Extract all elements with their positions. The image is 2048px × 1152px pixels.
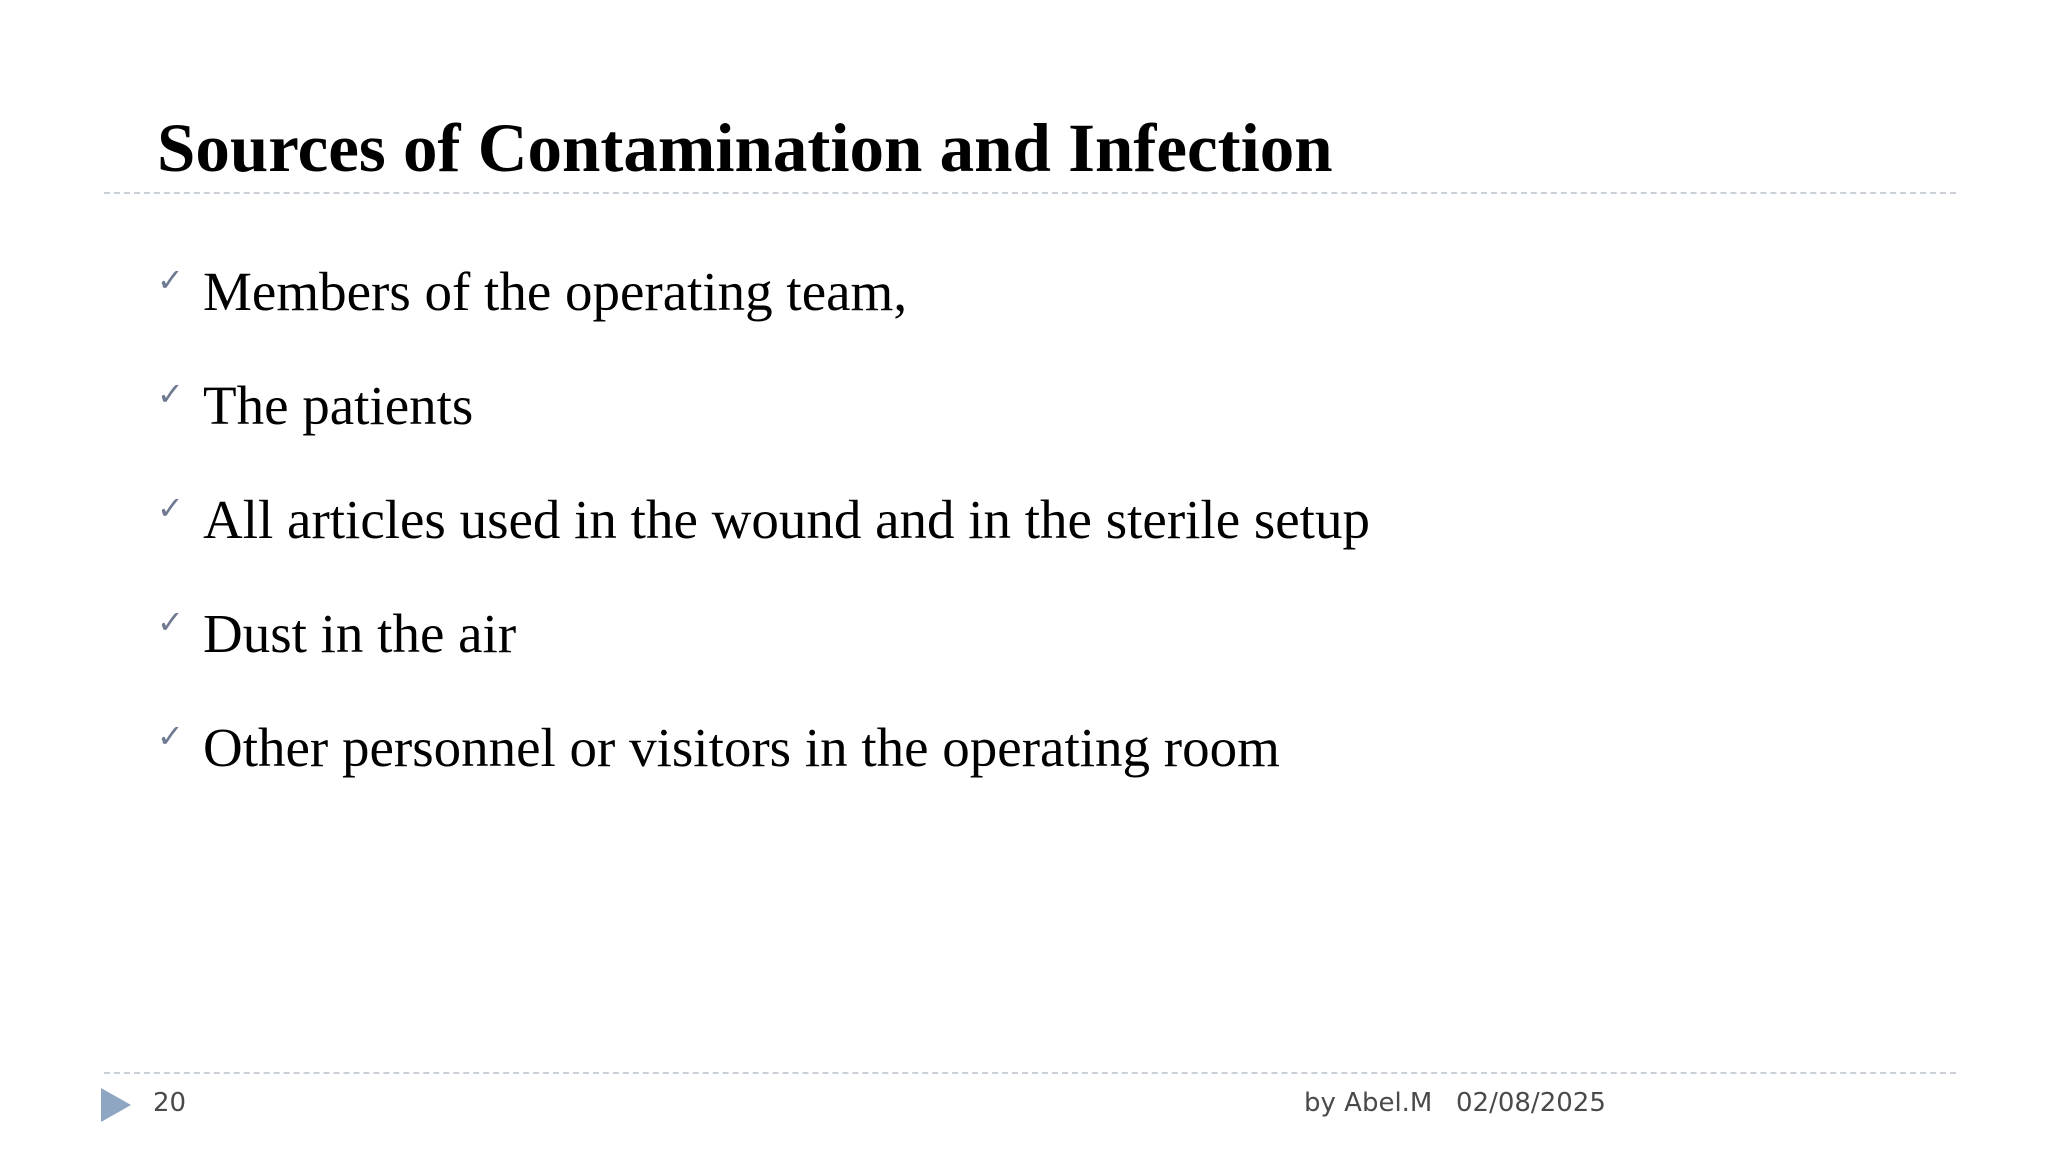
play-triangle-icon [101, 1088, 131, 1122]
slide-title: Sources of Contamination and Infection [157, 110, 1333, 186]
list-item [157, 480, 1370, 594]
check-mark-icon: ✓ [157, 603, 184, 641]
footer-divider [104, 1072, 1956, 1074]
footer-date: 02/08/2025 [1456, 1088, 1606, 1118]
check-mark-icon: ✓ [157, 717, 184, 755]
footer-author: by Abel.M [1304, 1088, 1433, 1118]
check-mark-icon: ✓ [157, 489, 184, 527]
list-item [157, 708, 1370, 822]
bullet-text: Other personnel or visitors in the operating room [203, 717, 1280, 778]
page-number: 20 [153, 1088, 187, 1118]
title-divider [104, 192, 1956, 194]
check-mark-icon: ✓ [157, 261, 184, 299]
check-mark-icon: ✓ [157, 375, 184, 413]
list-item [157, 366, 1370, 480]
list-item [157, 252, 1370, 366]
bullet-text: Members of the operating team, [203, 261, 908, 322]
bullet-text: Dust in the air [203, 603, 517, 664]
bullet-text: All articles used in the wound and in the sterile setup [203, 489, 1370, 550]
bullet-list [157, 252, 1370, 822]
bullet-text: The patients [203, 375, 474, 436]
list-item [157, 594, 1370, 708]
